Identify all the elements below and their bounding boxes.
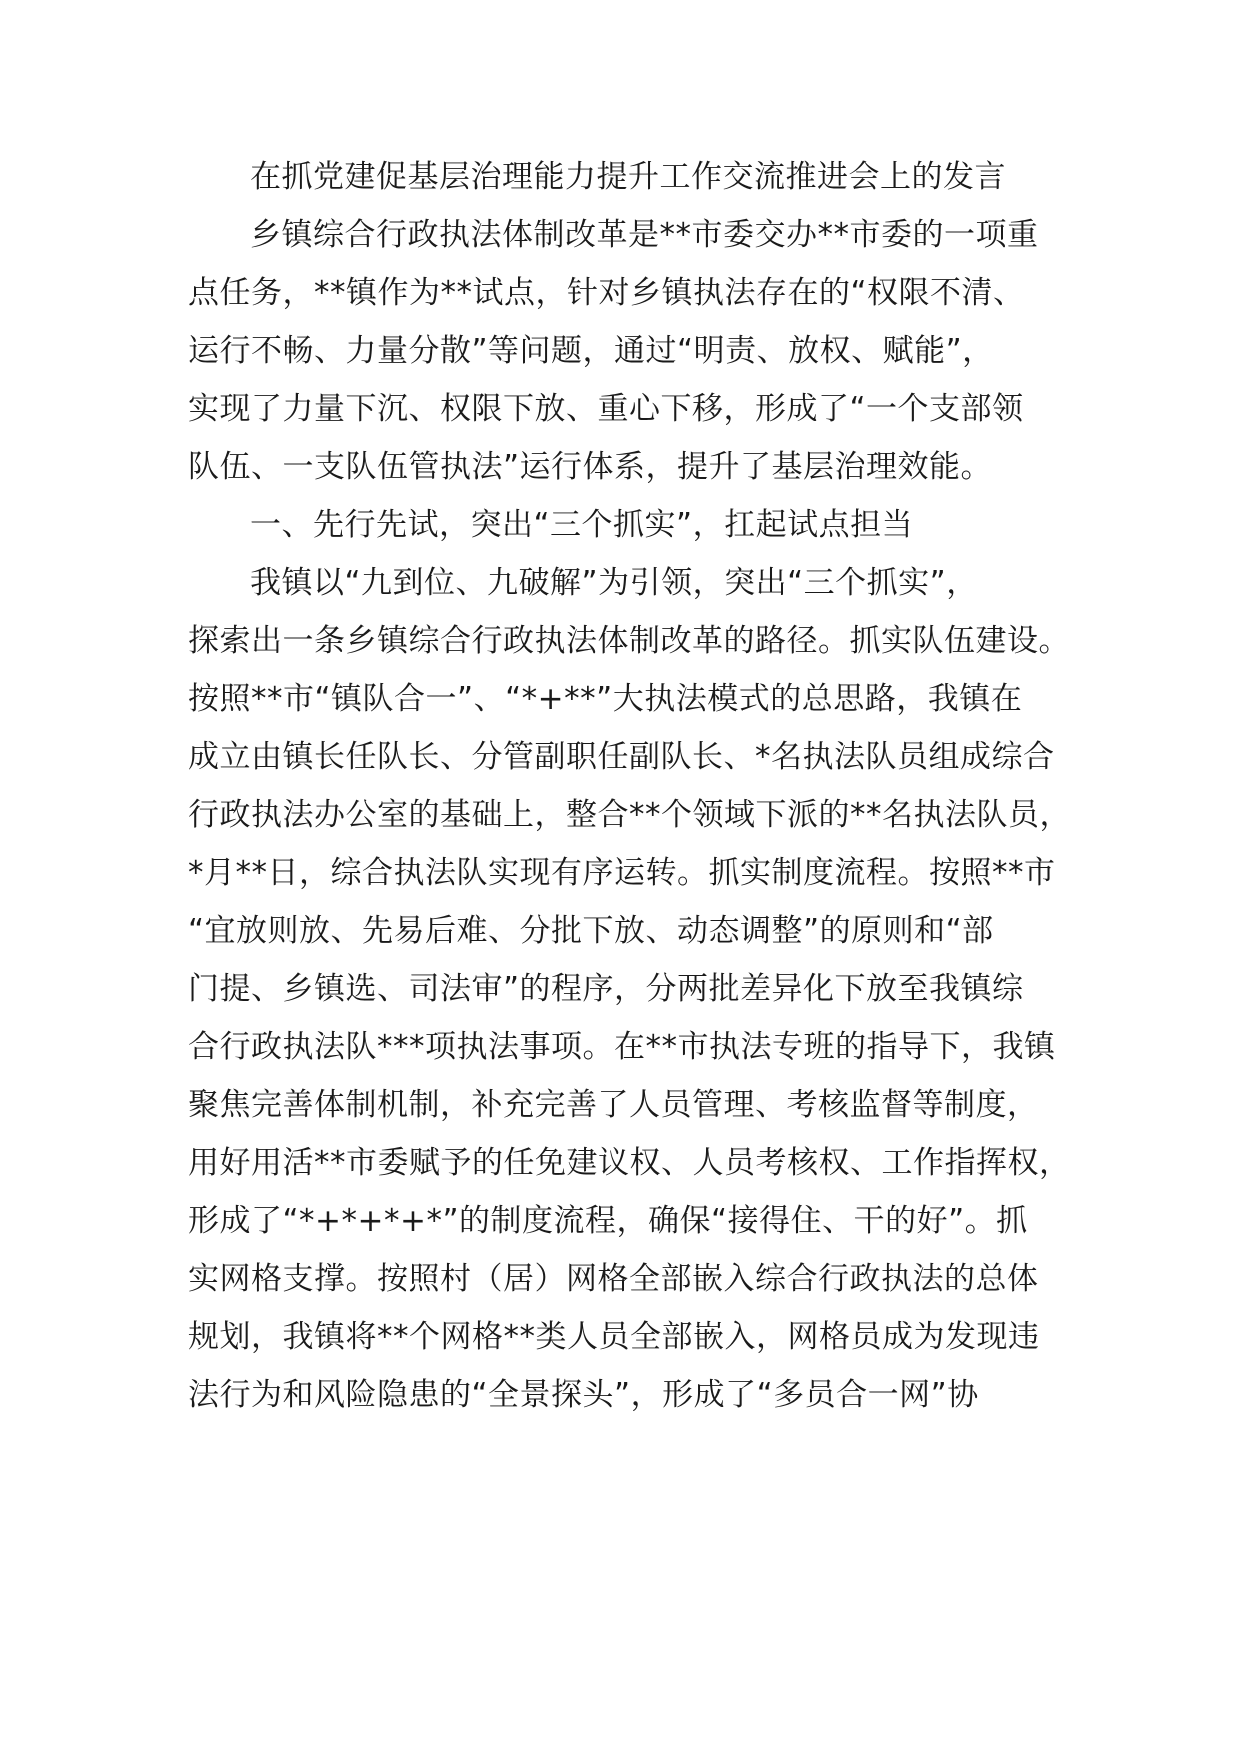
body-line: 行政执法办公室的基础上，整合**个领域下派的**名执法队员， — [188, 797, 1071, 833]
body-line: *月**日，综合执法队实现有序运转。抓实制度流程。按照**市 — [188, 855, 1056, 891]
body-line: 队伍、一支队伍管执法”运行体系，提升了基层治理效能。 — [188, 449, 993, 485]
body-line: 合行政执法队***项执法事项。在**市执法专班的指导下，我镇 — [188, 1029, 1056, 1065]
body-line: 法行为和风险隐患的“全景探头”，形成了“多员合一网”协 — [188, 1377, 979, 1413]
body-line: 点任务，**镇作为**试点，针对乡镇执法存在的“权限不清、 — [188, 275, 1025, 311]
body-line: 规划，我镇将**个网格**类人员全部嵌入，网格员成为发现违 — [188, 1319, 1040, 1355]
section-heading: 一、先行先试，突出“三个抓实”，扛起试点担当 — [250, 507, 914, 543]
body-line: 按照**市“镇队合一”、“*+**”大执法模式的总思路，我镇在 — [188, 681, 1023, 717]
body-line: 乡镇综合行政执法体制改革是**市委交办**市委的一项重 — [250, 217, 1039, 253]
body-line: 聚焦完善体制机制，补充完善了人员管理、考核监督等制度， — [188, 1087, 1039, 1123]
body-line: 用好用活**市委赋予的任免建议权、人员考核权、工作指挥权， — [188, 1145, 1071, 1181]
body-line: 成立由镇长任队长、分管副职任副队长、*名执法队员组成综合 — [188, 739, 1055, 775]
body-line: 探索出一条乡镇综合行政执法体制改革的路径。抓实队伍建设。 — [188, 623, 1070, 659]
body-line: 门提、乡镇选、司法审”的程序，分两批差异化下放至我镇综 — [188, 971, 1024, 1007]
body-line: 形成了“*+*+*+*”的制度流程，确保“接得住、干的好”。抓 — [188, 1203, 1028, 1239]
body-line: 运行不畅、力量分散”等问题，通过“明责、放权、赋能”， — [188, 333, 994, 369]
body-line: 我镇以“九到位、九破解”为引领，突出“三个抓实”， — [250, 565, 978, 601]
body-line: 实网格支撑。按照村（居）网格全部嵌入综合行政执法的总体 — [188, 1261, 1039, 1297]
document-title: 在抓党建促基层治理能力提升工作交流推进会上的发言 — [250, 159, 1006, 195]
body-line: “宜放则放、先易后难、分批下放、动态调整”的原则和“部 — [188, 913, 994, 949]
body-line: 实现了力量下沉、权限下放、重心下移，形成了“一个支部领 — [188, 391, 1024, 427]
